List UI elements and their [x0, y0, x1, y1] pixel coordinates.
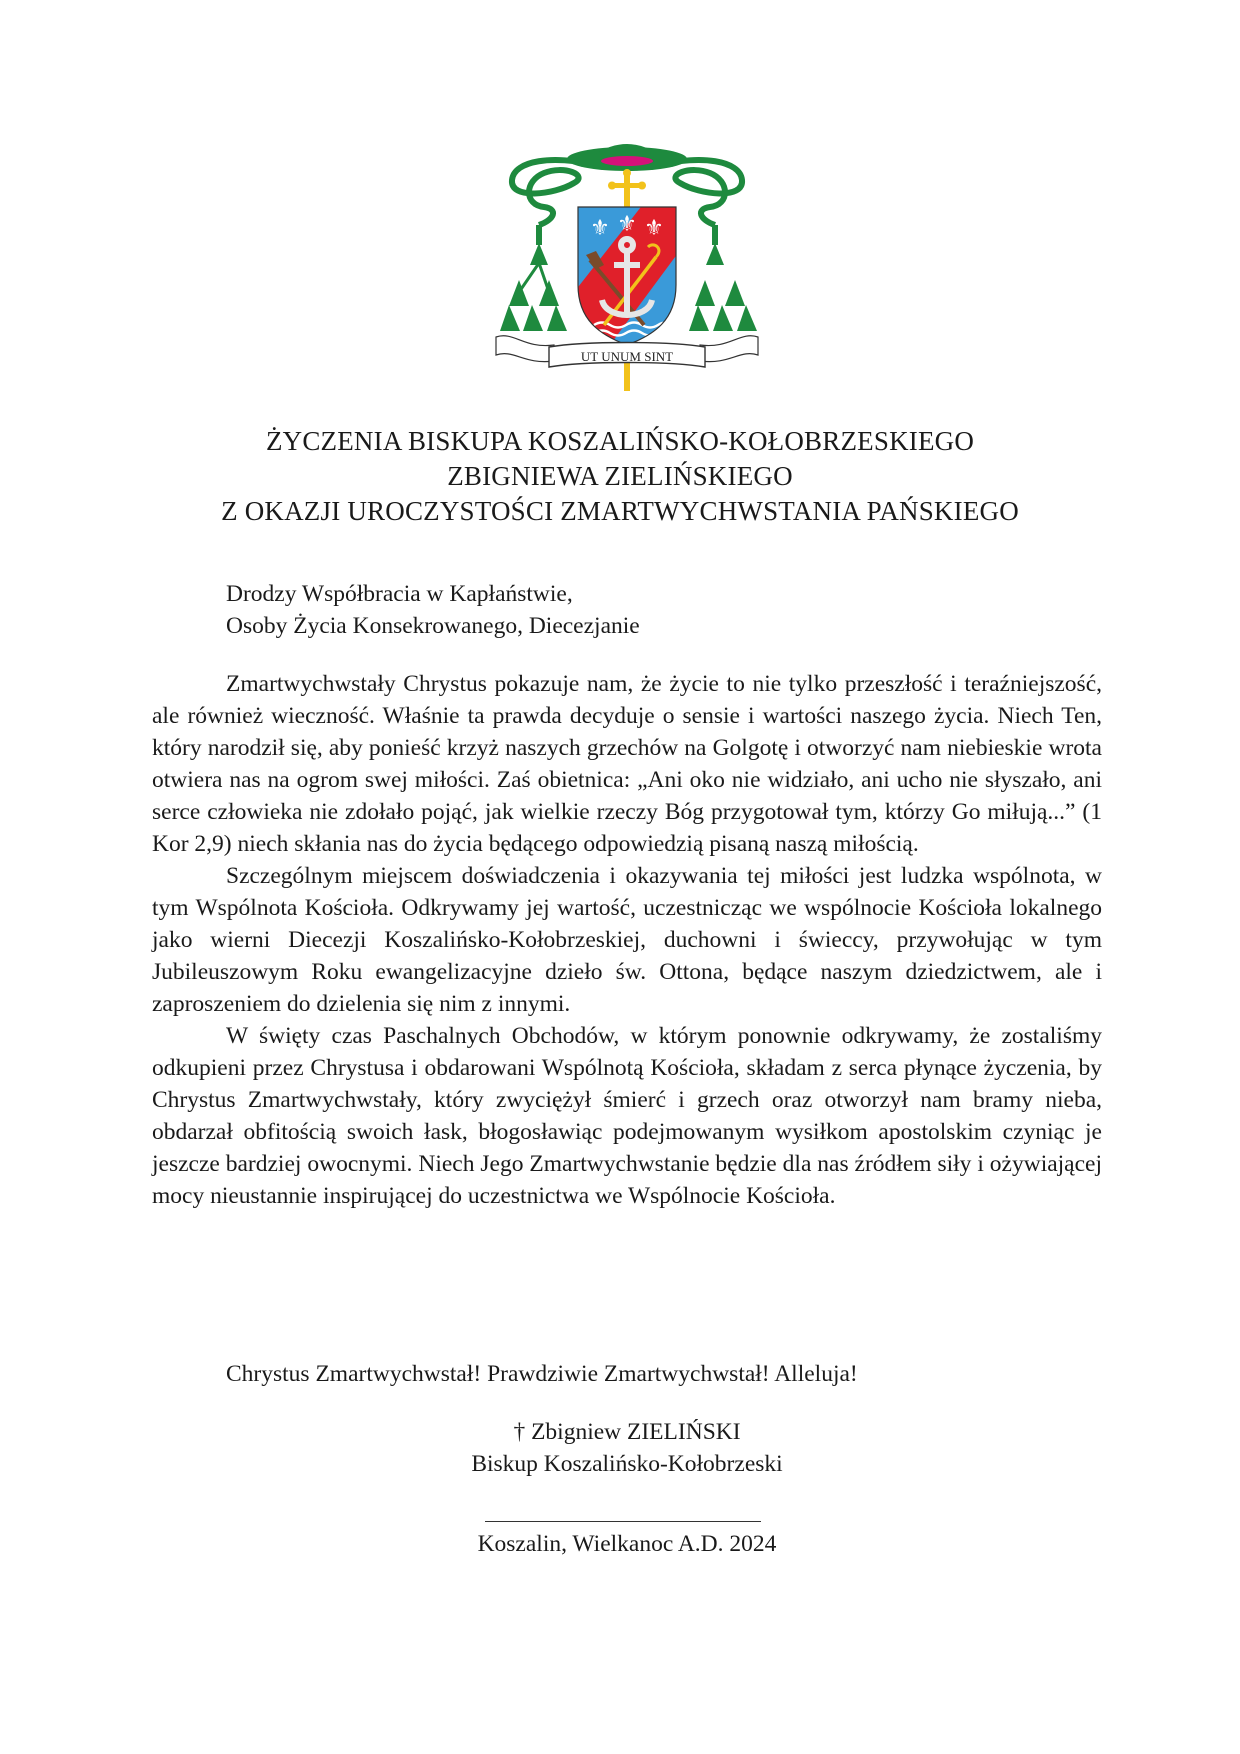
title-line-3: Z OKAZJI UROCZYSTOŚCI ZMARTWYCHWSTANIA PAŃSKIEGO: [221, 496, 1019, 526]
signatory-title: Biskup Koszalińsko-Kołobrzeski: [471, 1451, 783, 1477]
easter-greeting: Chrystus Zmartwychwstał! Prawdziwie Zmartwychwstał! Alleluja!: [226, 1361, 858, 1387]
shield-icon: [564, 203, 684, 353]
salutation: [226, 578, 640, 642]
title-line-1: ŻYCZENIA BISKUPA KOSZALIŃSKO-KOŁOBRZESKIEGO: [265, 426, 975, 456]
paragraph-2: Szczególnym miejscem doświadczenia i okazywania tej miłości jest ludzka wspólnota, w tym Wspólnota Kościoła. Odkrywamy jej wartość, uczestnicząc we wspólnocie Kościoła lokalnego jako wierni Diecezji Koszalińsko-Kołobrzeskiej, duchowni i świeccy, przywołując w tym Jubileuszowym Roku ewangelizacyjne dzieło św. Ottona, będące naszym dziedzictwem, ale i zaproszeniem do dzielenia się nim z innymi.: [152, 863, 1102, 1017]
svg-text:⚜: ⚜: [644, 216, 664, 241]
galero-hat-icon: [567, 144, 687, 171]
right-tassels-icon: [689, 243, 757, 331]
salutation-line-1: Drodzy Współbracia w Kapłaństwie,: [226, 581, 573, 607]
salutation-line-2: Osoby Życia Konsekrowanego, Diecezjanie: [226, 613, 640, 639]
cross-icon: [608, 169, 646, 203]
place-and-date: Koszalin, Wielkanoc A.D. 2024: [477, 1531, 777, 1557]
title-line-2: ZBIGNIEWA ZIELIŃSKIEGO: [447, 461, 793, 491]
paragraph-3: W święty czas Paschalnych Obchodów, w którym ponownie odkrywamy, że zostaliśmy odkupieni przez Chrystusa i obdarowani Wspólnotą Kościoła, składam z serca płynące życzenia, by Chrystus Zmartwychwstały, który zwyciężył śmierć i grzech oraz otworzył nam bramy nieba, obdarzał obfitością swoich łask, błogosławiąc podejmowanym wysiłkom apostolskim czyniąc je jeszcze bardziej owocnymi. Niech Jego Zmartwychwstanie będzie dla nas źródłem siły i ożywiającej mocy nieustannie inspirującej do uczestnictwa we Wspólnocie Kościoła.: [152, 1023, 1102, 1209]
signatory-name: † Zbigniew ZIELIŃSKI: [513, 1419, 741, 1445]
divider-line: [485, 1521, 761, 1522]
left-tassels-icon: [500, 243, 567, 331]
document-title: [0, 424, 1240, 529]
motto-text: UT UNUM SINT: [580, 349, 674, 364]
paragraph-1: Zmartwychwstały Chrystus pokazuje nam, że życie to nie tylko przeszłość i teraźniejszość, ale również wieczność. Właśnie ta prawda decyduje o sensie i wartości naszego życia. Niech Ten, który narodził się, aby ponieść krzyż naszych grzechów na Golgotę i otworzyć nam niebieskie wrota otwiera nas na ogrom swej miłości. Zaś obietnica: „Ani oko nie widziało, ani ucho nie słyszało, ani serce człowieka nie zdołało pojąć, jak wielkie rzeczy Bóg przygotował tym, którzy Go miłują...” (1 Kor 2,9) niech skłania nas do życia będącego odpowiedzią pisaną naszą miłością.: [152, 671, 1102, 857]
letter-body: [152, 668, 1102, 1212]
svg-text:⚜: ⚜: [617, 212, 637, 237]
svg-text:⚜: ⚜: [590, 216, 610, 241]
signature-block: [0, 1416, 1240, 1480]
coat-of-arms: [494, 135, 760, 391]
